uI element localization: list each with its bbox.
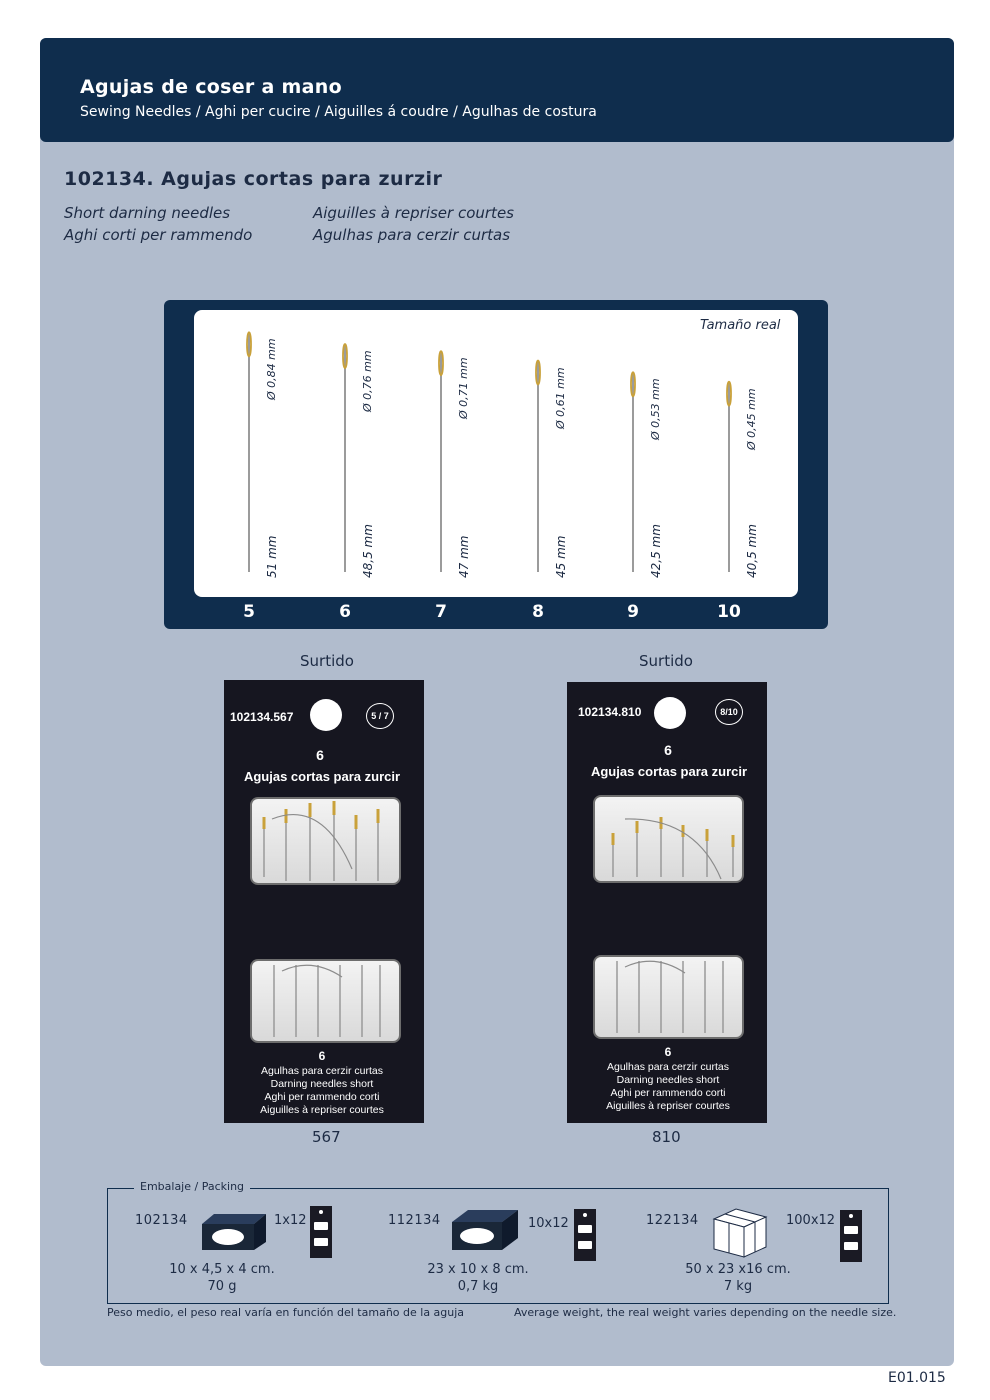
pack-qty-3: 100x12 — [786, 1213, 836, 1228]
size-badge-567: 5 / 7 — [366, 703, 394, 729]
weight-note-es: Peso medio, el peso real varía en función del tamaño de la aguja — [107, 1306, 465, 1319]
needle-card-icon — [574, 1209, 596, 1261]
needle-number-7: 7 — [435, 602, 447, 622]
needle-diameter-6: Ø 0,76 mm — [361, 350, 374, 413]
needle-number-9: 9 — [627, 602, 639, 622]
card-heading-567: Surtido — [300, 652, 354, 670]
card-line-810-2: Darning needles short — [616, 1074, 720, 1086]
pack-dims-1: 10 x 4,5 x 4 cm. — [169, 1262, 275, 1277]
needle-number-6: 6 — [339, 602, 351, 622]
hanging-hole — [310, 699, 342, 731]
needle-number-5: 5 — [243, 602, 255, 622]
needle-length-7: 47 mm — [457, 535, 471, 578]
product-name-pt: Agulhas para cerzir curtas — [313, 226, 511, 244]
needle-8 — [536, 361, 540, 573]
needle-window-bottom-810 — [593, 955, 744, 1039]
size-badge-810: 8/10 — [715, 699, 743, 725]
needle-diameter-5: Ø 0,84 mm — [265, 338, 278, 401]
needle-diameter-10: Ø 0,45 mm — [745, 388, 758, 450]
card-ref-567: 102134.567 — [230, 710, 294, 724]
needle-card-icon — [310, 1206, 332, 1258]
needle-9 — [631, 372, 635, 572]
card-title-810: Agujas cortas para zurcir — [590, 764, 748, 779]
needle-window-bottom-567 — [250, 959, 401, 1043]
pack-weight-3: 7 kg — [723, 1279, 753, 1294]
needle-6 — [343, 344, 347, 572]
needle-number-8: 8 — [532, 602, 544, 622]
packing-legend: Embalaje / Packing — [134, 1180, 250, 1193]
packaged-needles-icon — [595, 797, 742, 881]
needle-diameter-9: Ø 0,53 mm — [649, 378, 662, 441]
card-line-567-3: Aghi per rammendo corti — [264, 1091, 380, 1103]
small-box-icon — [202, 1212, 268, 1252]
pack-code-2: 112134 — [388, 1213, 441, 1228]
needle-diameter-8: Ø 0,61 mm — [554, 366, 567, 429]
pack-dims-2: 23 x 10 x 8 cm. — [427, 1262, 529, 1277]
weight-note-en: Average weight, the real weight varies depending on the needle size. — [514, 1306, 897, 1319]
needle-window-top-567 — [250, 797, 401, 885]
needle-window-top-810 — [593, 795, 744, 883]
medium-box-icon — [452, 1208, 520, 1252]
needle-length-8: 45 mm — [554, 535, 568, 578]
card-count-810: 6 — [664, 742, 672, 758]
pack-qty-2: 10x12 — [528, 1216, 569, 1231]
pack-weight-2: 0,7 kg — [457, 1279, 499, 1294]
card-line-567-4: Aiguilles à repriser courtes — [260, 1104, 384, 1116]
product-name-it: Aghi corti per rammendo — [64, 226, 253, 244]
section-subtitle: Sewing Needles / Aghi per cucire / Aiguilles á coudre / Agulhas de costura — [80, 104, 597, 120]
card-line-810-3: Aghi per rammendo corti — [610, 1087, 726, 1099]
product-name-fr: Aiguilles à repriser courtes — [313, 204, 514, 222]
needle-diameter-7: Ø 0,71 mm — [457, 357, 470, 420]
needle-length-10: 40,5 mm — [745, 524, 759, 578]
card-heading-810: Surtido — [639, 652, 693, 670]
packaged-needles-icon — [252, 799, 399, 883]
pack-weight-1: 70 g — [207, 1279, 237, 1294]
page-code: E01.015 — [888, 1370, 946, 1386]
needle-number-10: 10 — [717, 602, 741, 622]
card-bottom-count-567: 6 — [318, 1049, 326, 1063]
pack-dims-3: 50 x 23 x16 cm. — [685, 1262, 791, 1277]
card-ref-810: 102134.810 — [578, 705, 642, 719]
product-title: 102134. Agujas cortas para zurzir — [64, 168, 443, 190]
real-size-label: Tamaño real — [700, 318, 781, 333]
carton-box-icon — [712, 1205, 768, 1259]
needle-10 — [727, 382, 731, 572]
pack-code-3: 122134 — [646, 1213, 699, 1228]
card-code-567: 567 — [312, 1128, 341, 1146]
pack-code-1: 102134 — [135, 1213, 188, 1228]
needle-illustrations — [194, 310, 798, 597]
packaged-needles-icon — [252, 961, 399, 1041]
section-title: Agujas de coser a mano — [80, 76, 342, 98]
card-title-567: Agujas cortas para zurcir — [243, 769, 401, 784]
card-line-810-1: Agulhas para cerzir curtas — [607, 1061, 729, 1073]
needle-length-6: 48,5 mm — [361, 524, 375, 578]
card-bottom-count-810: 6 — [664, 1045, 672, 1059]
needle-length-9: 42,5 mm — [649, 524, 663, 578]
product-name-en: Short darning needles — [64, 204, 231, 222]
pack-qty-1: 1x12 — [274, 1213, 307, 1228]
card-line-567-2: Darning needles short — [270, 1078, 374, 1090]
card-count-567: 6 — [316, 747, 324, 763]
needle-length-5: 51 mm — [265, 535, 279, 578]
card-code-810: 810 — [652, 1128, 681, 1146]
needle-7 — [439, 351, 443, 572]
hanging-hole — [654, 697, 686, 729]
needle-card-icon — [840, 1210, 862, 1262]
packaged-needles-icon — [595, 957, 742, 1037]
card-line-567-1: Agulhas para cerzir curtas — [261, 1065, 383, 1077]
needle-5 — [247, 332, 251, 572]
card-line-810-4: Aiguilles à repriser courtes — [606, 1100, 730, 1112]
